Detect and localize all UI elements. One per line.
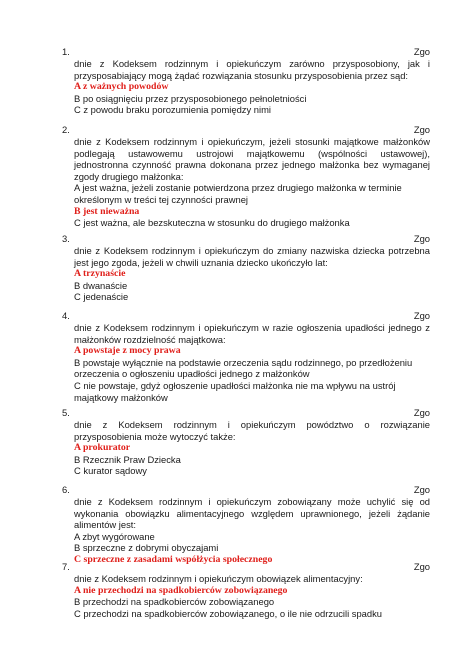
- question-number: 1.: [62, 46, 70, 57]
- question-stem: dnie z Kodeksem rodzinnym i opiekuńczym, jeżeli stosunki majątkowe małżonków podlegają ustawowemu ustrojowi majątkowemu (wspólności ustawowej), jednostronna czynność prawna dokonana przez jednego małżonka bez wymaganej zgody drugiego małżonka:: [74, 136, 430, 182]
- answer-a-correct: A prokurator: [74, 442, 131, 454]
- question-5: [62, 407, 430, 477]
- zgo-label: Zgo: [413, 46, 430, 57]
- question-number: 7.: [62, 561, 70, 572]
- answer-b: B po osiągnięciu przez przysposobionego pełnoletniości: [74, 92, 307, 104]
- answer-a: A zbyt wygórowane: [74, 530, 155, 542]
- answer-a-correct: A nie przechodzi na spadkobierców zobowiązanego: [74, 584, 288, 596]
- question-number: 5.: [62, 407, 70, 418]
- question-number: 4.: [62, 310, 70, 321]
- question-6: [62, 484, 430, 566]
- zgo-label: Zgo: [413, 561, 430, 572]
- zgo-label: Zgo: [413, 310, 430, 321]
- question-number: 6.: [62, 484, 70, 495]
- answer-c: C jest ważna, ale bezskuteczna w stosunku do drugiego małżonka: [74, 217, 350, 229]
- zgo-label: Zgo: [413, 484, 430, 495]
- answer-b: B dwanaście: [74, 279, 128, 291]
- answer-c-correct: C sprzeczne z zasadami współżycia społecznego: [74, 553, 273, 565]
- answer-c: C nie powstaje, gdyż ogłoszenie upadłości małżonka nie ma wpływu na ustrój majątkowy małżonków: [74, 379, 396, 403]
- answer-a-correct: A powstaje z mocy prawa: [74, 345, 181, 357]
- question-4: [62, 310, 430, 403]
- question-stem: dnie z Kodeksem rodzinnym i opiekuńczym zobowiązany może uchylić się od wykonania obowiązku alimentacyjnego względem uprawnionego, jeżeli żądanie alimentów jest:: [74, 496, 430, 531]
- answer-a-correct: A trzynaście: [74, 268, 126, 280]
- question-1: [62, 46, 430, 116]
- answer-b: B sprzeczne z dobrymi obyczajami: [74, 542, 219, 554]
- question-stem: dnie z Kodeksem rodzinnym i opiekuńczym w razie ogłoszenia upadłości jednego z małżonków rozdzielność majątkowa:: [74, 322, 430, 345]
- question-stem: dnie z Kodeksem rodzinnym i opiekuńczym do zmiany nazwiska dziecka potrzebna jest jego zgoda, jeżeli w chwili uznania dziecko ukończyło lat:: [74, 245, 430, 268]
- question-number: 3.: [62, 233, 70, 244]
- answer-c: C z powodu braku porozumienia pomiędzy nimi: [74, 104, 271, 116]
- question-2: [62, 124, 430, 229]
- question-stem: dnie z Kodeksem rodzinnym i opiekuńczym zarówno przysposobiony, jak i przysposabiający mogą żądać rozwiązania stosunku przysposobienia przez sąd:: [74, 58, 430, 81]
- question-stem: dnie z Kodeksem rodzinnym i opiekuńczym powództwo o rozwiązanie przysposobienia może wytoczyć także:: [74, 419, 430, 442]
- question-7: [62, 561, 430, 619]
- question-number: 2.: [62, 124, 70, 135]
- zgo-label: Zgo: [413, 124, 430, 135]
- answer-b: B powstaje wyłącznie na podstawie orzeczenia sądu rodzinnego, po przedłożeniu orzeczenia o ogłoszeniu upadłości jednego z małżonków: [74, 356, 413, 380]
- answer-b: B Rzecznik Praw Dziecka: [74, 453, 181, 465]
- answer-a-correct: A z ważnych powodów: [74, 81, 169, 93]
- question-3: [62, 233, 430, 303]
- answer-c: C przechodzi na spadkobierców zobowiązanego, o ile nie odrzucili spadku: [74, 607, 382, 619]
- question-stem: dnie z Kodeksem rodzinnym i opiekuńczym obowiązek alimentacyjny:: [74, 573, 363, 584]
- answer-a: A jest ważna, jeżeli zostanie potwierdzona przez drugiego małżonka w terminie określonym w treści tej czynności prawnej: [74, 182, 402, 205]
- zgo-label: Zgo: [413, 407, 430, 418]
- answer-c: C jedenaście: [74, 291, 129, 303]
- answer-c: C kurator sądowy: [74, 465, 147, 477]
- answer-b: B przechodzi na spadkobierców zobowiązanego: [74, 596, 275, 608]
- zgo-label: Zgo: [413, 233, 430, 244]
- answer-b-correct: B jest nieważna: [74, 205, 140, 217]
